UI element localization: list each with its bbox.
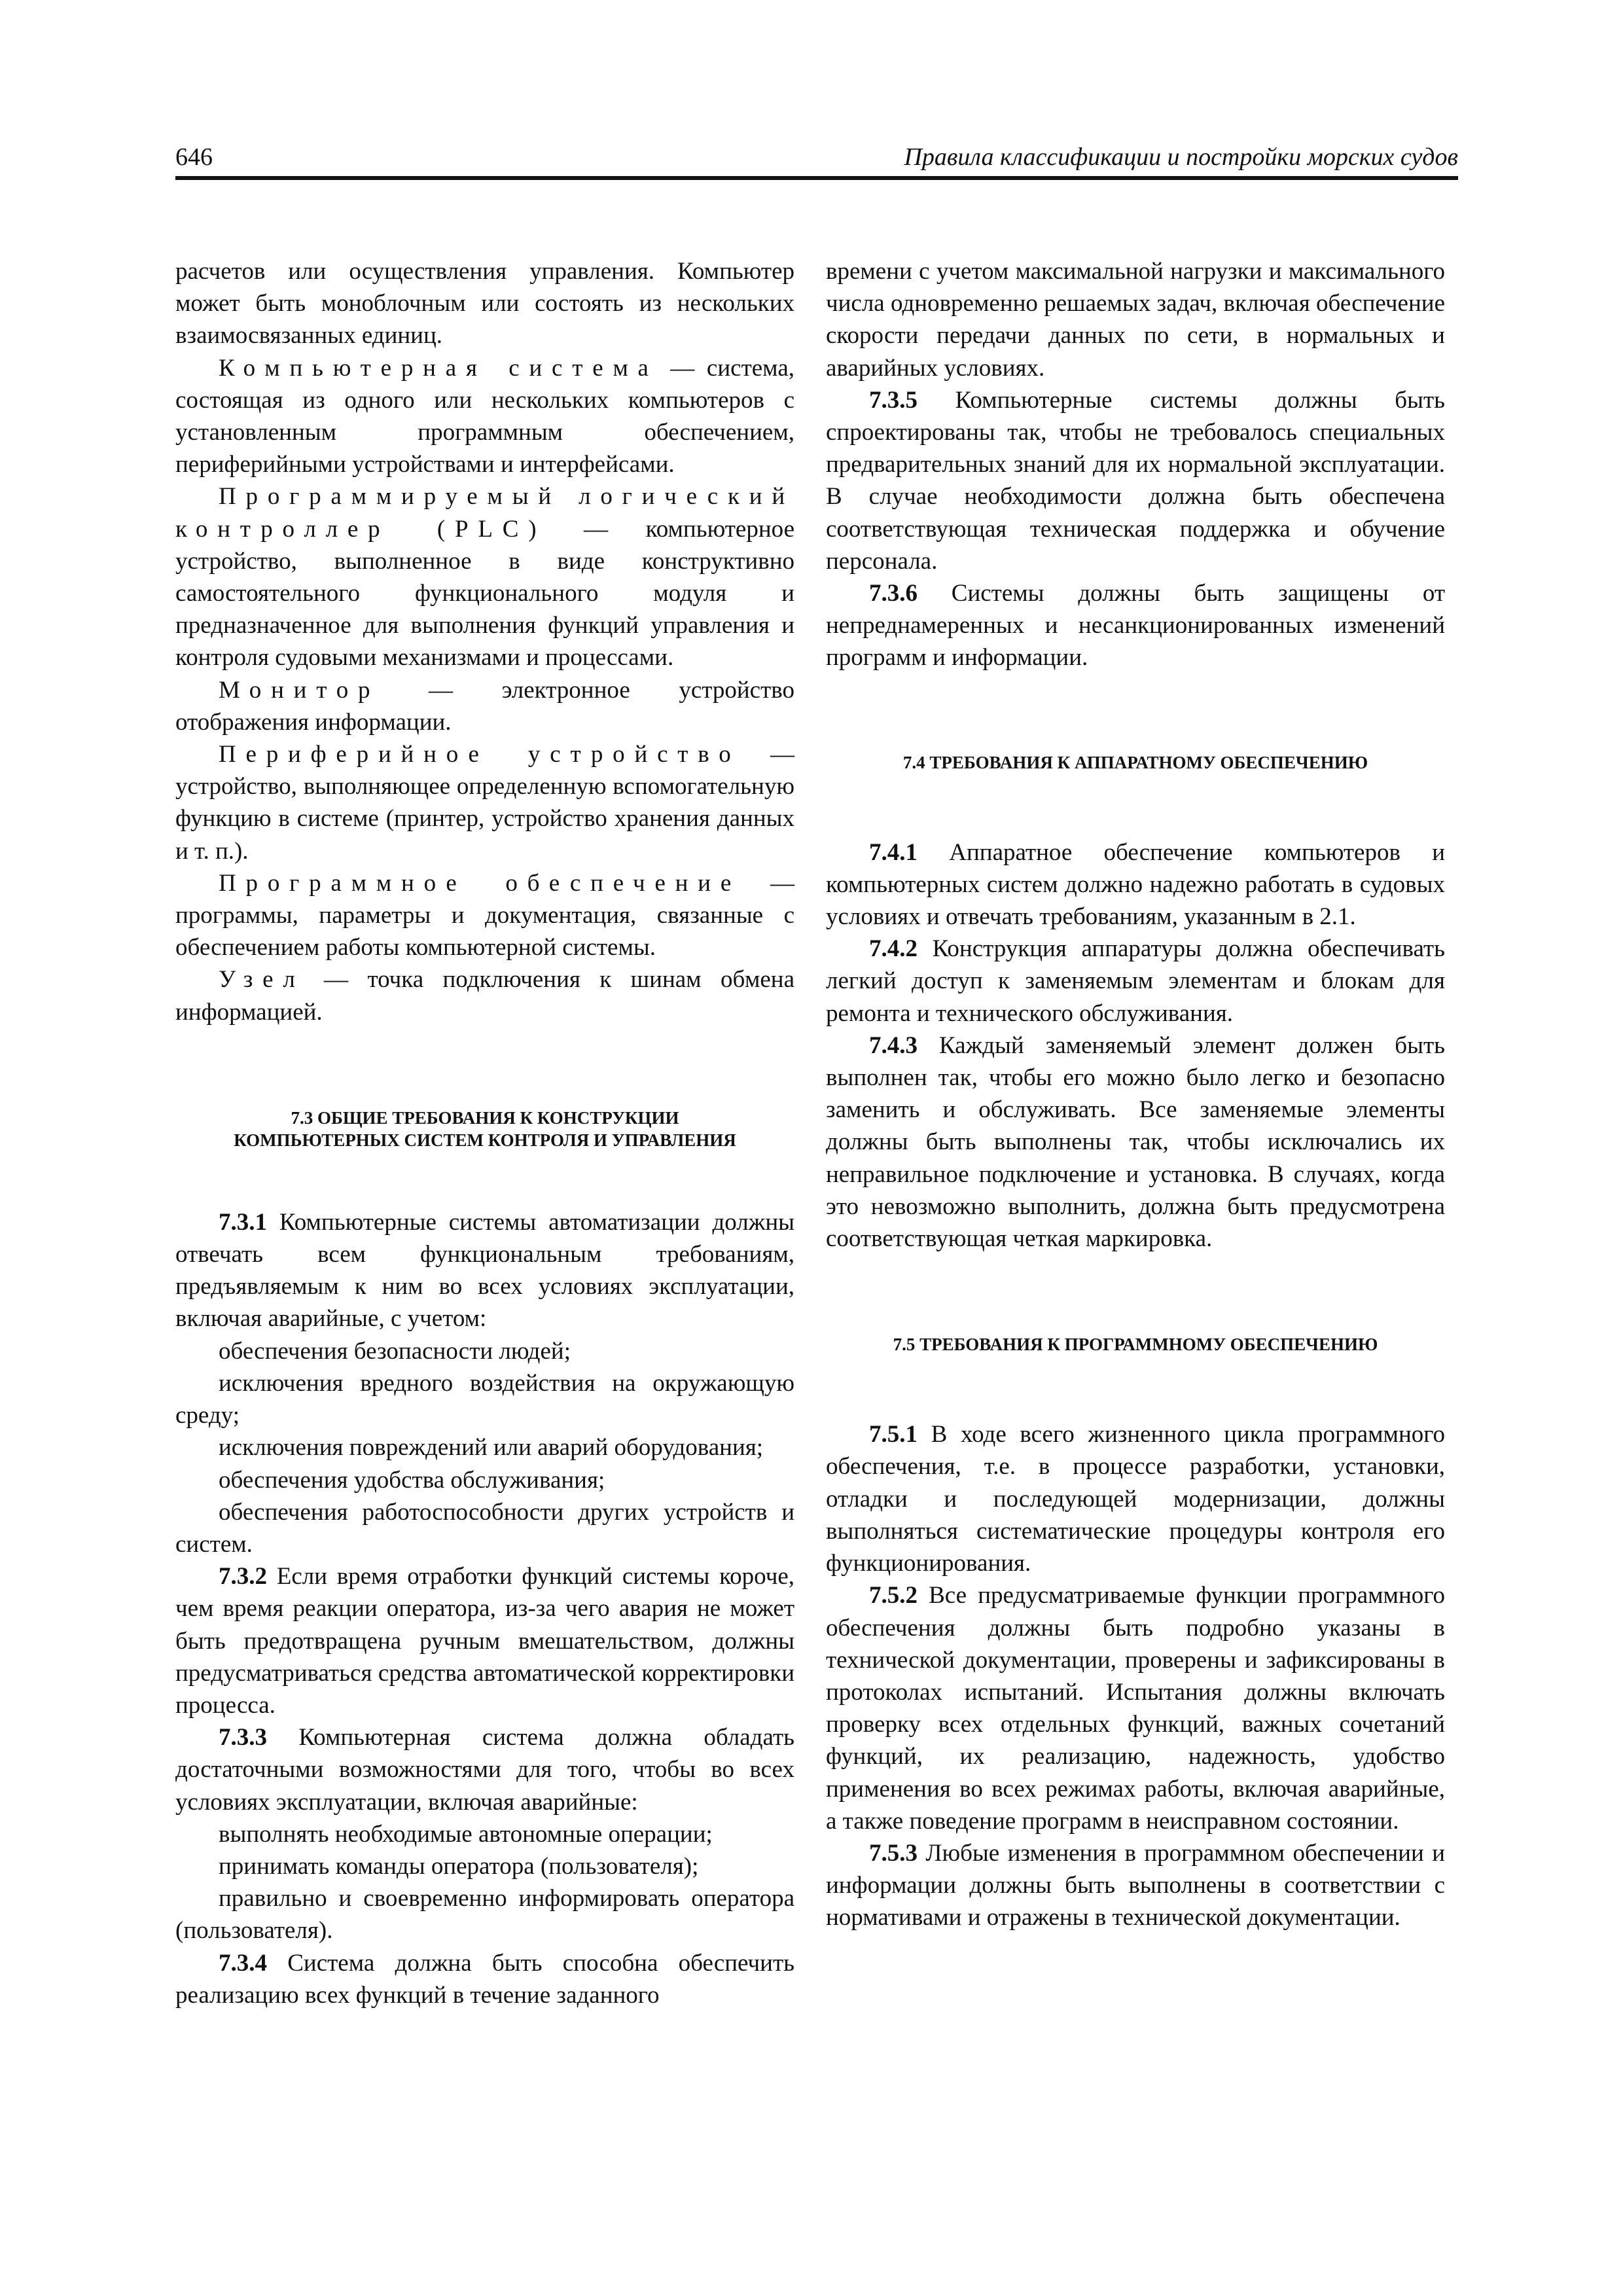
term-plc: Программируемый логический контроллер (PLC) [175,483,794,543]
clause-number: 7.3.1 [219,1208,267,1236]
clause-7-3-4 [175,1947,794,2011]
term-node: Узел [219,966,305,994]
clause-7-4-3 [826,1030,1445,1255]
clause-text: Если время отработки функций системы короче, чем время реакции оператора, из-за чего авария не может быть предотвращена ручным вмешательством, должны предусматриваться средства автоматической корректировки процесса. [175,1563,794,1719]
clause-number: 7.4.1 [869,838,918,866]
clause-text: Все предусматриваемые функции программного обеспечения должны быть подробно указаны в технической документации, проверены и зафиксированы в протоколах испытаний. Испытания должны включать проверку всех отдельных функций, важных сочетаний функций, их реализацию, надежность, удобство применения во всех режимах работы, включая аварийные, а также поведение программ в неисправном состоянии. [826,1582,1445,1835]
section-heading-7-3 [175,1107,794,1151]
clause-7-3-6 [826,577,1445,674]
definition-software [175,867,794,964]
clause-number: 7.5.2 [869,1582,918,1609]
list-item: исключения повреждений или аварий оборудования; [219,1434,764,1462]
left-column [175,255,794,2011]
clause-text: Системы должны быть защищены от непреднамеренных и несанкционированных изменений программ и информации. [826,580,1445,672]
right-column [826,255,1445,1934]
definition-text: — устройство, выполняющее определенную вспомогательную функцию в системе (принтер, устройство хранения данных и т. п.). [175,741,795,865]
definition-node [175,963,794,1028]
list-item: обеспечения удобства обслуживания; [219,1466,605,1494]
definition-text: — компьютерное устройство, выполненное в виде конструктивно самостоятельного функционального модуля и предназначенное для выполнения функций управления и контроля судовыми механизмами и процессами. [175,515,795,672]
definition-computer-system [175,352,794,481]
clause-7-3-4-continuation: времени с учетом максимальной нагрузки и максимального числа одновременно решаемых задач, включая обеспечение скорости передачи данных по сети, в нормальных и аварийных условиях. [826,258,1445,382]
clause-text: В ходе всего жизненного цикла программного обеспечения, т.е. в процессе разработки, установки, отладки и последующей модернизации, должны выполняться систематические процедуры контроля его функционирования. [826,1421,1445,1577]
term-software: Программное обеспечение [219,869,741,897]
list-item: обеспечения безопасности людей; [219,1337,571,1365]
clause-7-4-1 [826,836,1445,933]
clause-7-3-3 [175,1721,794,1818]
definition-plc [175,480,794,673]
list-item: обеспечения работоспособности других устройств и систем. [175,1498,794,1558]
clause-7-3-5 [826,384,1445,577]
definition-peripheral [175,738,794,867]
definition-text: — программы, параметры и документация, связанные с обеспечением работы компьютерной системы. [175,869,794,961]
term-peripheral: Периферийное устройство [219,741,741,768]
book-title: Правила классификации и постройки морских судов [904,143,1458,171]
clause-7-5-2 [826,1579,1445,1837]
clause-7-3-1 [175,1206,794,1335]
term-computer-system: Компьютерная система [219,354,658,382]
clause-7-5-1 [826,1418,1445,1579]
clause-text: Компьютерные системы автоматизации должны отвечать всем функциональным требованиям, предъявляемым к ним во всех условиях эксплуатации, включая аварийные, с учетом: [175,1208,794,1333]
clause-text: Конструкция аппаратуры должна обеспечивать легкий доступ к заменяемым элементам и блокам для ремонта и технического обслуживания. [826,935,1445,1027]
clause-number: 7.5.3 [869,1839,918,1867]
section-heading-line: КОМПЬЮТЕРНЫХ СИСТЕМ КОНТРОЛЯ И УПРАВЛЕНИЯ [234,1130,736,1150]
clause-7-4-2 [826,933,1445,1030]
clause-number: 7.3.4 [219,1949,267,1977]
clause-number: 7.3.3 [219,1724,267,1751]
clause-number: 7.4.2 [869,935,918,963]
clause-text: Аппаратное обеспечение компьютеров и компьютерных систем должно надежно работать в судовых условиях и отвечать требованиям, указанным в 2.1. [826,838,1445,931]
running-header [175,141,1458,180]
clause-text: Компьютерная система должна обладать достаточными возможностями для того, чтобы во всех условиях эксплуатации, включая аварийные: [175,1724,794,1816]
paragraph-continuation: расчетов или осуществления управления. Компьютер может быть моноблочным или состоять из нескольких взаимосвязанных единиц. [175,258,794,350]
definition-text: — система, состоящая из одного или нескольких компьютеров с установленным программным обеспечением, периферийными устройствами и интерфейсами. [175,354,795,478]
clause-text: Компьютерные системы должны быть спроектированы так, чтобы не требовалось специальных предварительных знаний для их нормальной эксплуатации. В случае необходимости должна быть обеспечена соответствующая техническая поддержка и обучение персонала. [826,386,1445,575]
section-heading-7-4: 7.4 ТРЕБОВАНИЯ К АППАРАТНОМУ ОБЕСПЕЧЕНИЮ [902,752,1368,772]
definition-text: — электронное устройство отображения информации. [175,676,794,736]
clause-number: 7.3.5 [869,386,918,414]
section-heading-line: 7.3 ОБЩИЕ ТРЕБОВАНИЯ К КОНСТРУКЦИИ [291,1107,679,1128]
clause-text: Система должна быть способна обеспечить реализацию всех функций в течение заданного [175,1949,794,2009]
list-item: выполнять необходимые автономные операции; [219,1820,713,1848]
section-heading-7-5: 7.5 ТРЕБОВАНИЯ К ПРОГРАММНОМУ ОБЕСПЕЧЕНИЮ [893,1335,1378,1355]
definition-text: — точка подключения к шинам обмена информацией. [175,966,794,1026]
definition-monitor [175,674,794,738]
clause-number: 7.5.1 [869,1421,918,1448]
list-item: принимать команды оператора (пользователя); [219,1852,699,1880]
clause-number: 7.3.6 [869,580,918,607]
term-monitor: Монитор [219,676,380,704]
page-number: 646 [175,143,213,171]
clause-7-5-3 [826,1837,1445,1934]
list-item: правильно и своевременно информировать оператора (пользователя). [175,1885,794,1945]
clause-number: 7.3.2 [219,1563,267,1590]
clause-text: Любые изменения в программном обеспечении и информации должны быть выполнены в соответствии с нормативами и отражены в технической документации. [826,1839,1445,1931]
clause-7-3-2 [175,1560,794,1721]
clause-number: 7.4.3 [869,1031,918,1059]
list-item: исключения вредного воздействия на окружающую среду; [175,1369,794,1429]
clause-text: Каждый заменяемый элемент должен быть выполнен так, чтобы его можно было легко и безопасно заменить и обслуживать. Все заменяемые элементы должны быть выполнены так, чтобы исключались их неправильное подключение и установка. В случаях, когда это невозможно выполнить, должна быть предусмотрена соответствующая четкая маркировка. [826,1031,1445,1253]
